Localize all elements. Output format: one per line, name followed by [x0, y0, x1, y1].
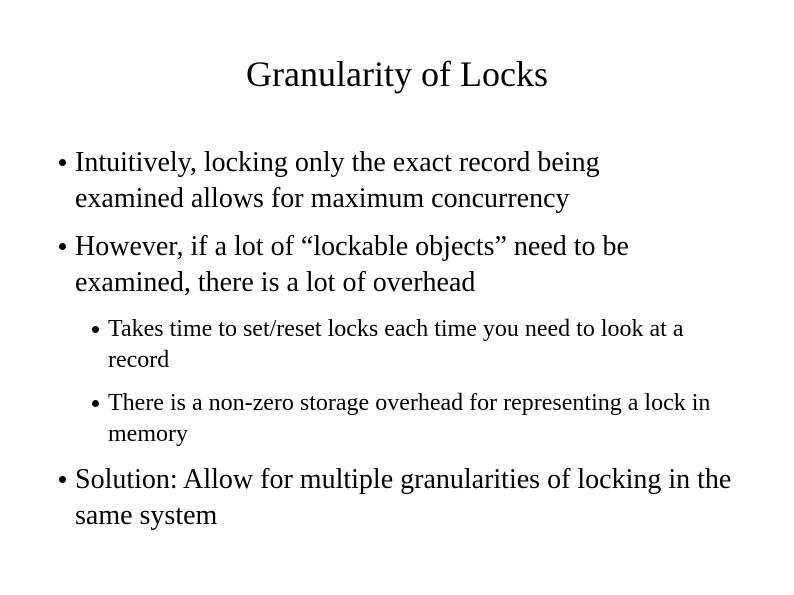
bullet-text: Takes time to set/reset locks each time you need to look at a record: [108, 316, 684, 373]
bullet-item: [75, 462, 765, 534]
bullet-dot-icon: [92, 400, 99, 407]
bullet-dot-icon: [92, 326, 99, 333]
bullet-text: However, if a lot of “lockable objects” need to be examined, there is a lot of overhead: [75, 231, 629, 298]
bullet-text: There is a non-zero storage overhead for representing a lock in memory: [108, 390, 711, 447]
bullet-dot-icon: [59, 159, 66, 166]
sub-bullet-item: [108, 314, 748, 376]
bullet-dot-icon: [59, 476, 66, 483]
sub-bullet-item: [108, 388, 748, 450]
bullet-dot-icon: [59, 243, 66, 250]
bullet-item: [75, 229, 725, 301]
bullet-text: Intuitively, locking only the exact record being examined allows for maximum concurrency: [75, 147, 600, 214]
slide-title: Granularity of Locks: [246, 54, 548, 94]
bullet-text: Solution: Allow for multiple granularities of locking in the same system: [75, 464, 732, 531]
bullet-item: [75, 145, 715, 217]
